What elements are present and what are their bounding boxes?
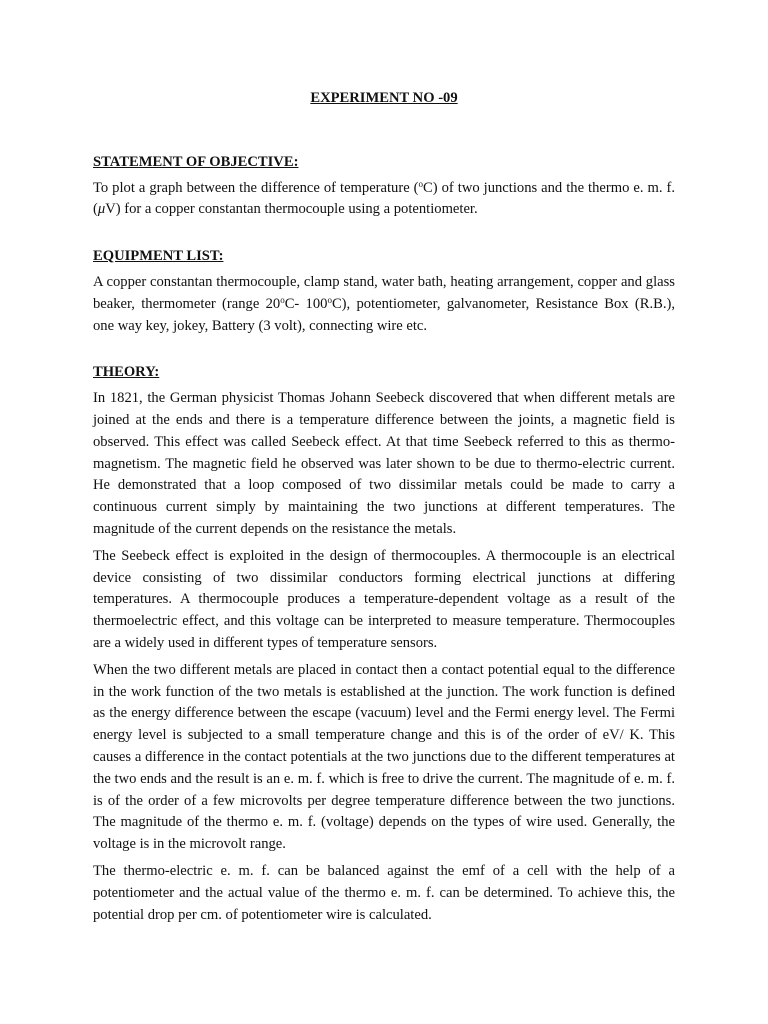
objective-text-part-1: To plot a graph between the difference of temperature (	[93, 179, 419, 196]
equipment-text-part-3: C), potentiometer, galvanometer, Resistance Box (R.B.), one way key, jokey, Battery (3 volt), connecting wire etc.	[93, 295, 676, 334]
document-page	[93, 88, 675, 951]
equipment-text-part-1: A copper constantan thermocouple, clamp stand, water bath, heating arrangement, copper and glass beaker, thermometer (range 20	[93, 273, 675, 312]
degree-superscript: o	[418, 178, 424, 189]
degree-superscript: o	[280, 294, 285, 305]
objective-text-part-2: C) of two junctions and the thermo e. m. f. (	[93, 179, 675, 218]
objective-text-part-3: V) for a copper constantan thermocouple using a potentiometer.	[105, 201, 478, 218]
theory-paragraph: In 1821, the German physicist Thomas Johann Seebeck discovered that when different metals are joined at the ends and there is a temperature difference between the joints, a magnetic field is observed. This effect was called Seebeck effect. At that time Seebeck referred to this as thermo-magnetism. The magnetic field he observed was later shown to be due to thermo-electric current. He demonstrated that a loop composed of two dissimilar metals could be made to carry a continuous current simply by maintaining the two junctions at different temperatures. The magnitude of the current depends on the resistance the metals.	[93, 390, 675, 537]
objective-heading: STATEMENT OF OBJECTIVE:	[93, 153, 299, 170]
equipment-text-part-2: C- 100	[284, 295, 328, 312]
theory-paragraph: The thermo-electric e. m. f. can be balanced against the emf of a cell with the help of a potentiometer and the actual value of the thermo e. m. f. can be determined. To achieve this, the potential drop per cm. of potentiometer wire is calculated.	[93, 862, 675, 923]
objective-section	[93, 152, 675, 221]
theory-heading: THEORY:	[93, 364, 160, 381]
objective-text	[93, 178, 675, 222]
equipment-text	[93, 272, 675, 337]
theory-section	[93, 362, 675, 926]
degree-superscript: o	[327, 294, 332, 305]
theory-paragraph: The Seebeck effect is exploited in the design of thermocouples. A thermocouple is an electrical device consisting of two dissimilar conductors forming electrical junctions at differing temperatures. A thermocouple produces a temperature-dependent voltage as a result of the thermoelectric effect, and this voltage can be interpreted to measure temperature. Thermocouples are a widely used in different types of temperature sensors.	[93, 547, 675, 651]
mu-symbol: μ	[97, 201, 106, 218]
page-title: EXPERIMENT NO -09	[310, 90, 458, 106]
theory-paragraph: When the two different metals are placed in contact then a contact potential equal to the difference in the work function of the two metals is established at the junction. The work function is defined as the energy difference between the escape (vacuum) level and the Fermi energy level. The Fermi energy level is subjected to a small temperature change and this is of the order of eV/ K. This causes a difference in the contact potentials at the two junctions due to the different temperatures at the two ends and the result is an e. m. f. which is free to drive the current. The magnitude of e. m. f. is of the order of a few microvolts per degree temperature difference between the two junctions. The magnitude of the thermo e. m. f. (voltage) depends on the types of wire used. Generally, the voltage is in the microvolt range.	[93, 661, 675, 853]
equipment-heading: EQUIPMENT LIST:	[93, 248, 224, 265]
equipment-section	[93, 246, 675, 337]
